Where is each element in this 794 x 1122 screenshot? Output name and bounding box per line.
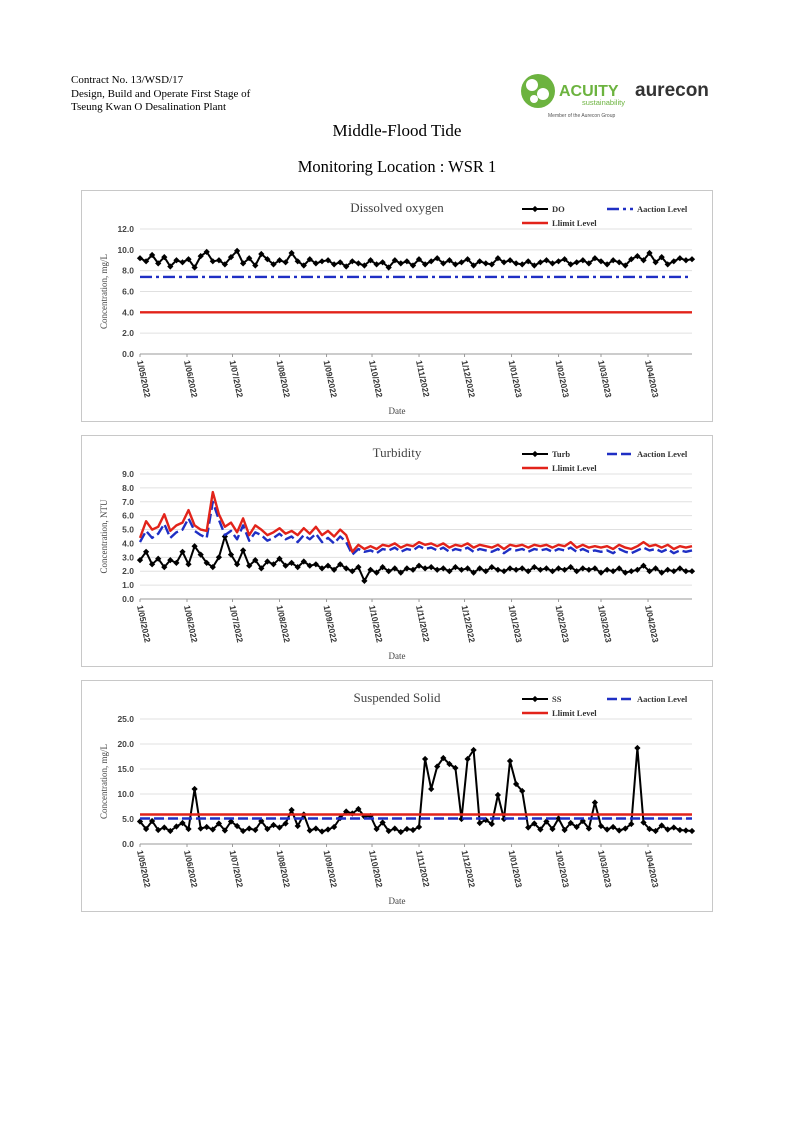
acuity-logo-member: Member of the Aurecon Group xyxy=(548,113,616,119)
x-tick-label: 1/04/2023 xyxy=(643,849,661,889)
legend-label-llimit-level: Llimit Level xyxy=(552,708,597,718)
legend-label-turb: Turb xyxy=(552,449,571,459)
y-tick-label: 7.0 xyxy=(122,496,134,507)
data-point-turb xyxy=(434,567,440,573)
data-point-ss xyxy=(307,827,313,833)
y-tick-label: 15.0 xyxy=(117,764,134,774)
x-tick-label: 1/07/2022 xyxy=(227,359,246,399)
page-title: Middle-Flood Tide xyxy=(332,121,462,140)
y-axis-label: Concentration, mg/L xyxy=(99,254,109,329)
x-tick-label: 1/08/2022 xyxy=(274,849,293,889)
y-tick-label: 12.0 xyxy=(117,224,134,234)
legend-label-aaction-level: Aaction Level xyxy=(637,204,688,214)
data-point-ss xyxy=(689,828,695,834)
x-tick-label: 1/02/2023 xyxy=(553,604,572,644)
dissolved-oxygen-chart xyxy=(82,191,712,421)
x-tick-label: 1/03/2023 xyxy=(596,604,614,644)
page-subtitle: Monitoring Location : WSR 1 xyxy=(297,157,497,176)
data-point-turb xyxy=(185,561,191,567)
legend-marker-do xyxy=(532,206,538,212)
data-point-do xyxy=(555,258,561,264)
suspended-solid-chart xyxy=(82,681,712,911)
x-tick-label: 1/09/2022 xyxy=(321,604,340,644)
y-tick-label: 2.0 xyxy=(122,566,134,577)
data-point-do xyxy=(689,256,695,262)
data-point-turb xyxy=(628,568,634,574)
x-tick-label: 1/08/2022 xyxy=(274,359,293,399)
chart-title: Dissolved oxygen xyxy=(350,200,444,215)
y-tick-label: 6.0 xyxy=(122,510,134,521)
header-line-design: Design, Build and Operate First Stage of xyxy=(71,87,251,100)
x-tick-label: 1/04/2023 xyxy=(643,604,661,644)
x-tick-label: 1/03/2023 xyxy=(596,849,614,889)
x-axis-label: Date xyxy=(388,406,406,416)
y-tick-label: 9.0 xyxy=(122,469,134,479)
x-tick-label: 1/05/2022 xyxy=(135,849,153,889)
y-tick-label: 1.0 xyxy=(122,580,134,591)
x-tick-label: 1/11/2022 xyxy=(414,604,432,643)
data-point-turb xyxy=(561,567,567,573)
x-tick-label: 1/10/2022 xyxy=(367,359,385,399)
data-point-turb xyxy=(519,565,525,571)
x-tick-label: 1/09/2022 xyxy=(321,849,340,889)
x-tick-label: 1/12/2022 xyxy=(459,604,478,644)
legend-label-do: DO xyxy=(552,204,565,214)
data-point-ss xyxy=(592,799,598,805)
x-tick-label: 1/05/2022 xyxy=(135,359,153,399)
acuity-logo-text: ACUITY xyxy=(559,83,619,100)
contract-header xyxy=(71,74,250,115)
aurecon-logo-text: aurecon xyxy=(635,80,709,101)
company-logos xyxy=(518,72,718,122)
legend-label-llimit-level: Llimit Level xyxy=(552,463,597,473)
data-point-ss xyxy=(677,827,683,833)
legend-label-aaction-level: Aaction Level xyxy=(637,694,688,704)
data-point-turb xyxy=(683,568,689,574)
y-tick-label: 6.0 xyxy=(122,286,134,297)
chart-title: Suspended Solid xyxy=(353,690,441,705)
x-tick-label: 1/05/2022 xyxy=(135,604,153,644)
x-tick-label: 1/01/2023 xyxy=(506,604,525,644)
x-tick-label: 1/10/2022 xyxy=(367,604,385,644)
y-tick-label: 8.0 xyxy=(122,482,134,493)
data-point-do xyxy=(355,260,361,266)
x-tick-label: 1/02/2023 xyxy=(553,359,572,399)
x-tick-label: 1/08/2022 xyxy=(274,604,293,644)
x-tick-label: 1/12/2022 xyxy=(459,849,478,889)
data-point-turb xyxy=(537,567,543,573)
y-tick-label: 10.0 xyxy=(117,244,134,255)
chart-panel-turbidity xyxy=(81,435,713,667)
data-point-ss xyxy=(428,786,434,792)
y-tick-label: 3.0 xyxy=(122,552,134,563)
x-tick-label: 1/09/2022 xyxy=(321,359,340,399)
data-point-do xyxy=(483,260,489,266)
x-tick-label: 1/01/2023 xyxy=(506,359,525,399)
data-point-turb xyxy=(549,568,555,574)
data-point-turb xyxy=(580,565,586,571)
y-tick-label: 10.0 xyxy=(117,789,134,799)
y-tick-label: 0.0 xyxy=(122,839,134,849)
data-point-do xyxy=(683,257,689,263)
x-tick-label: 1/06/2022 xyxy=(182,359,200,399)
turbidity-chart xyxy=(82,436,712,666)
data-point-ss xyxy=(671,824,677,830)
data-point-turb xyxy=(689,568,695,574)
x-tick-label: 1/02/2023 xyxy=(553,849,572,889)
data-point-ss xyxy=(204,824,210,830)
acuity-logo-sub: sustainability xyxy=(582,98,625,107)
header-line-contract: Contract No. 13/WSD/17 xyxy=(71,74,184,86)
y-tick-label: 0.0 xyxy=(122,594,134,604)
legend-marker-turb xyxy=(532,451,538,457)
data-point-turb xyxy=(610,568,616,574)
data-point-ss xyxy=(198,825,204,831)
data-point-ss xyxy=(683,827,689,833)
x-tick-label: 1/03/2023 xyxy=(596,359,614,399)
data-point-turb xyxy=(240,547,246,553)
data-point-turb xyxy=(428,564,434,570)
data-point-turb xyxy=(495,567,501,573)
x-tick-label: 1/10/2022 xyxy=(367,849,385,889)
data-point-turb xyxy=(513,567,519,573)
data-point-turb xyxy=(586,567,592,573)
x-tick-label: 1/04/2023 xyxy=(643,359,661,399)
x-tick-label: 1/06/2022 xyxy=(182,849,200,889)
y-tick-label: 20.0 xyxy=(117,739,134,749)
data-point-ss xyxy=(246,825,252,831)
x-tick-label: 1/11/2022 xyxy=(414,849,432,888)
legend-label-aaction-level: Aaction Level xyxy=(637,449,688,459)
data-point-ss xyxy=(507,758,513,764)
data-point-turb xyxy=(507,565,513,571)
y-tick-label: 25.0 xyxy=(117,714,134,724)
y-tick-label: 2.0 xyxy=(122,328,134,339)
y-tick-label: 5.0 xyxy=(122,524,134,535)
x-tick-label: 1/12/2022 xyxy=(459,359,478,399)
data-point-turb xyxy=(422,565,428,571)
y-axis-label: Concentration, mg/L xyxy=(99,744,109,819)
data-point-do xyxy=(319,258,325,264)
data-point-ss xyxy=(422,756,428,762)
chart-title: Turbidity xyxy=(372,445,422,460)
y-tick-label: 5.0 xyxy=(122,814,134,824)
data-point-turb xyxy=(677,565,683,571)
x-tick-label: 1/11/2022 xyxy=(414,359,432,398)
x-tick-label: 1/06/2022 xyxy=(182,604,200,644)
legend-label-ss: SS xyxy=(552,694,562,704)
chart-panel-dissolved-oxygen xyxy=(81,190,713,422)
y-tick-label: 4.0 xyxy=(122,307,134,318)
y-tick-label: 0.0 xyxy=(122,349,134,359)
data-point-turb xyxy=(555,565,561,571)
legend-label-llimit-level: Llimit Level xyxy=(552,218,597,228)
y-tick-label: 8.0 xyxy=(122,265,134,276)
x-axis-label: Date xyxy=(388,651,406,661)
x-tick-label: 1/01/2023 xyxy=(506,849,525,889)
data-point-turb xyxy=(604,567,610,573)
x-tick-label: 1/07/2022 xyxy=(227,849,246,889)
y-axis-label: Concentration, NTU xyxy=(99,499,109,574)
legend-marker-ss xyxy=(532,696,538,702)
data-point-turb xyxy=(671,568,677,574)
data-point-do xyxy=(574,259,580,265)
data-point-ss xyxy=(288,807,294,813)
acuity-logo-icon xyxy=(521,74,555,108)
data-point-ss xyxy=(495,792,501,798)
x-tick-label: 1/07/2022 xyxy=(227,604,246,644)
data-point-ss xyxy=(634,745,640,751)
data-point-turb xyxy=(665,567,671,573)
chart-panel-suspended-solid xyxy=(81,680,713,912)
header-line-plant: Tseung Kwan O Desalination Plant xyxy=(71,101,227,113)
y-tick-label: 4.0 xyxy=(122,538,134,549)
x-axis-label: Date xyxy=(388,896,406,906)
data-point-ss xyxy=(191,786,197,792)
data-point-turb xyxy=(440,565,446,571)
data-point-turb xyxy=(458,567,464,573)
data-point-turb xyxy=(501,568,507,574)
data-point-ss xyxy=(325,826,331,832)
data-point-turb xyxy=(543,565,549,571)
